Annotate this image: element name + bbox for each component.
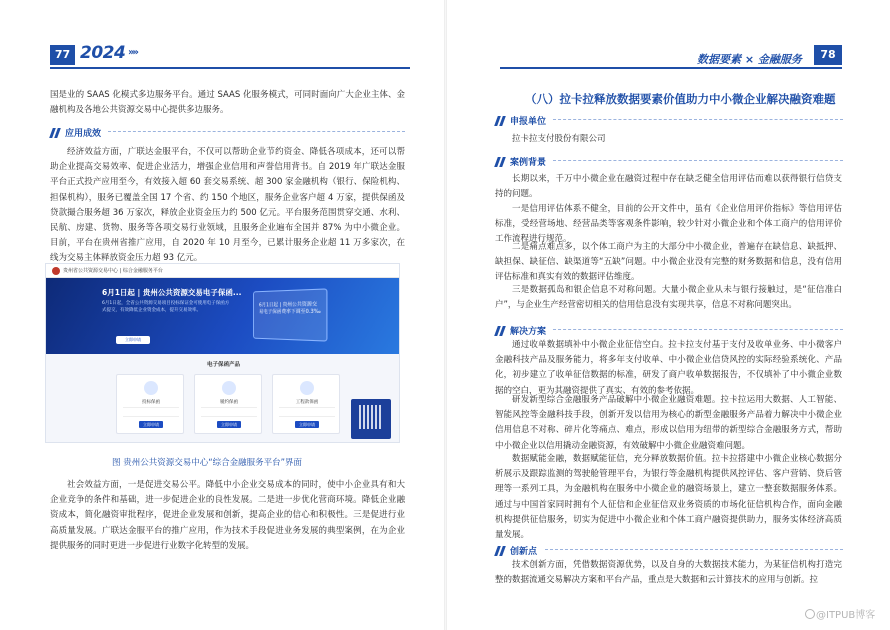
section-title-text: 申报单位 [510, 117, 547, 127]
qr-code-icon [351, 399, 391, 439]
banner-heading: 6月1日起 | 贵州公共资源交易电子保函... [102, 288, 242, 297]
product-title: 履约保函 [220, 400, 238, 405]
product-icon [144, 381, 158, 395]
banner-apply-button: 立即申请 [116, 336, 150, 344]
economic-benefit-paragraph: 经济效益方面，广联达金服平台，不仅可以帮助企业节约资金、降低各项成本，还可以帮助企业提高交易效率、促进企业活力，增强企业信用和声誉信用背书。自 2019 年广联达金服平台正式投产应用至今，有效接入超 60 套交易系统、超 300 家金融机构（银行、保险机构、担保机构），服务已覆盖全国 17 个省、约 150 个地区，服务企业客户超 4 万家，提供保函及贷款撮合服务超 36 万家次，释放企业资金压力约 500 亿元。平台服务范围贯穿交通、水利、民航、房建、货物、服务等各项交易行业领域，且服务企业遍布全国并 87% 为中小微企业。目前，平台在贵州省推广应用，自 2020 年 10 月至今，已累计服务企业超 11 万多家次，在线为交易主体释放资金压力超 93 亿元。 [50, 147, 405, 264]
section-title-background [495, 155, 546, 168]
figure-caption: 图 贵州公共资源交易中心“综合金融服务平台”界面 [112, 458, 303, 468]
product-card [116, 374, 184, 434]
section-title-solution [495, 324, 546, 337]
product-icon [222, 381, 236, 395]
section-divider [553, 160, 843, 161]
section-title-outcomes [50, 126, 101, 139]
promo-text: 6月1日起 | 贵州公共资源交易电子保函费率下调至0.3‰ [259, 301, 321, 315]
product-apply-button: 立即申请 [139, 421, 163, 428]
section-title-text: 应用成效 [65, 129, 102, 139]
section-divider [553, 119, 843, 120]
slash-icon [495, 116, 506, 126]
product-apply-button: 立即申请 [217, 421, 241, 428]
watermark [805, 606, 875, 621]
background-paragraph-3: 二是痛点难点多，以个体工商户为主的大部分中小微企业，普遍存在缺信息、缺抵押、缺担保、缺征信、缺渠道等“五缺”问题。中小微企业没有完整的财务数据和信息，没有信用评估标准和真实有效的数据评估维度。 [495, 242, 842, 283]
innovation-paragraph: 技术创新方面，凭借数据资源优势，以及自身的大数据技术能力，为某征信机构打造完整的数据流通交易解决方案和平台产品，重点是大数据和云计算技术的应用与创新。拉 [495, 560, 842, 586]
left-header-rule [50, 67, 410, 69]
promo-panel [253, 288, 327, 341]
background-paragraph-2: 一是信用评估体系不健全，目前的公开文件中，虽有《企业信用评价指标》等信用评估标准，受经营场地、经营品类等客观条件影响，较少针对小微企业和个体工商户的信用评价工作流程进行规范。 [495, 204, 842, 245]
page-gutter [444, 0, 447, 630]
site-logo-icon [52, 267, 60, 275]
product-description [279, 407, 335, 417]
platform-screenshot [45, 263, 400, 443]
product-icon [300, 381, 314, 395]
product-title: 工程款保函 [295, 400, 319, 405]
section-title-text: 案例背景 [510, 158, 547, 168]
watermark-icon [805, 609, 815, 619]
slash-icon [495, 326, 506, 336]
product-section-title: 电子保函产品 [206, 362, 240, 368]
product-title: 投标保函 [142, 400, 160, 405]
section-divider [545, 549, 843, 550]
section-title-text: 创新点 [510, 547, 538, 557]
year-arrows-icon: »» [128, 47, 137, 58]
solution-paragraph-2: 研发新型综合金融服务产品破解中小微企业融资难题。拉卡拉运用大数据、人工智能、智能风控等金融科技手段，创新开发以信用为核心的新型金融服务产品着力解决中小微企业信用信息不对称、碎片化等痛点、难点，形成以信用为纽带的新型综合金融服务方式，帮助中小微企业以信用撬动金融资源，有效破解中小微企业融资难问题。 [495, 395, 842, 451]
site-name: 贵州省公共资源交易中心 | 综合金融服务平台 [63, 268, 163, 274]
section-divider [108, 131, 405, 132]
right-running-title: 数据要素 × 金融服务 [697, 53, 802, 66]
banner-text: 6月1日起，全省公共资源交易项目投标保证金可使用电子保函方式提交，有效降低企业资金成本，提升交易效率。 [102, 301, 230, 313]
product-apply-button: 立即申请 [295, 421, 319, 428]
left-page-number: 77 [50, 45, 75, 65]
site-banner [46, 278, 400, 354]
slash-icon [50, 128, 61, 138]
solution-paragraph-3: 数据赋能金融，数据赋能征信，充分释放数据价值。拉卡拉搭建中小微企业核心数据分析展示及跟踪监测的驾驶舱管理平台，为银行等金融机构提供风控评估、客户营销、贷后管理等一系列工具，为金融机构在服务中小微企业的融资场景上，建立一整套数据服务体系。通过与中国首家同时拥有个人征信和企业征信双业务资质的市场化征信机构合作，面向金融机构提供征信服务，切实为促进中小微企业和个体工商户融资提供助力，服务实体经济高质量发展。 [495, 454, 842, 541]
slash-icon [495, 546, 506, 556]
product-card [194, 374, 262, 434]
case-title: （八）拉卡拉释放数据要素价值助力中小微企业解决融资难题 [525, 92, 836, 106]
section-divider [553, 329, 843, 330]
watermark-text: @ITPUB博客 [816, 610, 876, 621]
section-title-applicant [495, 114, 546, 127]
section-title-innovation [495, 544, 537, 557]
background-paragraph-1: 长期以来，千万中小微企业在融资过程中存在缺乏健全信用评估而难以获得银行信贷支持的问题。 [495, 174, 842, 200]
year-logo: 2024 [80, 43, 126, 63]
site-header [46, 264, 400, 278]
background-paragraph-4: 三是数据孤岛和银企信息不对称问题。大量小微企业从未与银行接触过，是“征信准白户”，与企业生产经营密切相关的信用信息没有实现共享，信息不对称问题突出。 [495, 285, 842, 311]
slash-icon [495, 157, 506, 167]
product-card [272, 374, 340, 434]
solution-paragraph-1: 通过收单数据填补中小微企业征信空白。拉卡拉支付基于支付及收单业务、中小微客户金融科技产品及服务能力，将多年支付收单、中小微企业信贷风控的实际经验系统化、产品化，初步建立了收单征信数据的标准，研发了商户收单数据报告，不仅填补了中小微企业数据的空白，更为其融资提供了真实、有效的参考依据。 [495, 340, 842, 396]
applicant-name: 拉卡拉支付股份有限公司 [512, 134, 606, 144]
product-description [201, 407, 257, 417]
product-description [123, 407, 179, 417]
right-header-rule [500, 67, 842, 69]
section-title-text: 解决方案 [510, 327, 547, 337]
right-page-number: 78 [814, 45, 842, 65]
social-benefit-paragraph: 社会效益方面，一是促进交易公平。降低中小企业交易成本的同时，使中小企业具有和大企业竞争的条件和基础，进一步促进企业的良性发展。二是进一步优化营商环境。降低企业融资成本，简化融资审批程序，促进企业发展和创新，提高企业的信心和积极性。三是促进行业高质量发展。广联达金服平台的推广应用，作为技术手段促进业务发展的典型案例，在为企业提供服务的同时更进一步促进行业数字化转型的发展。 [50, 480, 405, 551]
left-intro-paragraph: 国是业的 SAAS 化模式多边服务平台。通过 SAAS 化服务模式，可同时面向广大企业主体、金融机构及各地公共资源交易中心提供多边服务。 [50, 90, 405, 116]
